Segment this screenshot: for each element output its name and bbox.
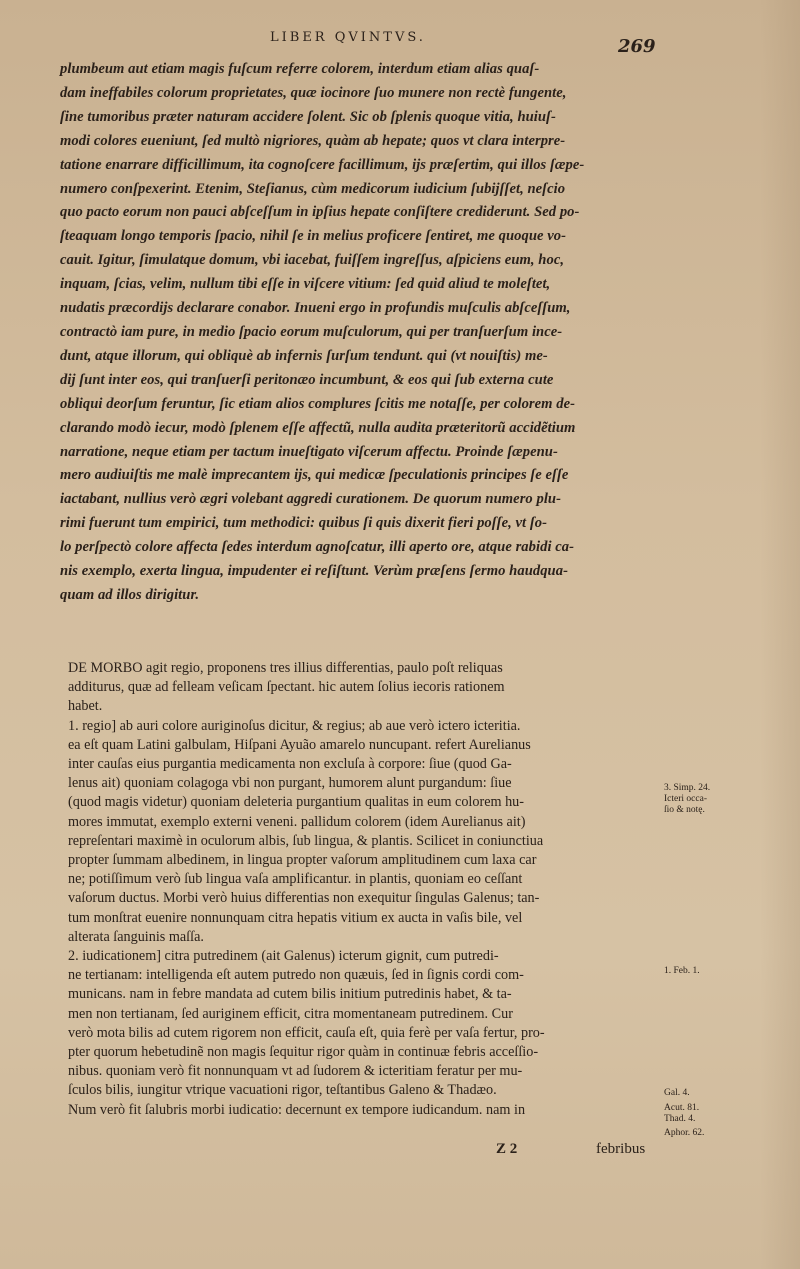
text-line: dam ineffabiles colorum proprietates, quæ iocinore ſuo munere non rectè fungente, (60, 84, 567, 101)
text-line: modi colores eueniunt, ſed multò nigriores, quàm ab hepate; quos vt clara interpre- (60, 132, 566, 149)
main-text-block (60, 58, 660, 608)
text-line: nudatis præcordijs declarare conabor. Inueni ergo in profundis muſculis abſceſſum, (60, 300, 571, 317)
text-line: dij ſunt inter eos, qui tranſuerſi peritonæo incumbunt, & eos qui ſub externa cute (60, 371, 554, 388)
text-line: habet. (68, 698, 103, 715)
margin-note (664, 966, 700, 977)
text-line: verò mota bilis ad cutem rigorem non efficit, cauſa eſt, quia ferè per vaſa fertur, pro- (68, 1024, 545, 1041)
text-line: plumbeum aut etiam magis fuſcum referre colorem, interdum etiam alias quaſ- (60, 61, 540, 77)
text-line: numero conſpexerint. Etenim, Steſianus, cùm medicorum iudicium ſubijſſet, neſcio (60, 180, 566, 197)
catchword: febribus (596, 1141, 646, 1157)
margin-note-line: 3. Simp. 24. (664, 783, 711, 793)
text-line: inter cauſas eius purgantia medicamenta non excluſa à corpore: ſiue (quod Ga- (68, 756, 512, 773)
text-line: ſteaquam longo temporis ſpacio, nihil ſe in melius proficere ſentiret, me quoque vo- (60, 228, 567, 245)
commentary-block (68, 659, 660, 1120)
margin-note (664, 783, 710, 816)
text-line: DE MORBO agit regio, proponens tres illius differentias, paulo poſt reliquas (68, 660, 503, 676)
text-line: quam ad illos dirigitur. (60, 586, 200, 603)
text-line: vaſorum ductus. Morbi verò huius differentias non exequitur ſingulas Galenus; tan- (68, 890, 540, 907)
signature-mark: Z 2 (496, 1141, 518, 1157)
text-line: men non tertianam, ſed auriginem efficit, citra momentaneam putredinem. Cur (68, 1005, 513, 1022)
text-line: ne tertianam: intelligenda eſt autem putredo non quæuis, ſed in ſignis cordi com- (68, 967, 524, 984)
text-line: mores immutat, exemplo externi veneni. pallidum colorem (idem Aurelianus ait) (68, 813, 526, 830)
text-line: lo perſpectò colore affecta ſedes interdum agnoſcatur, illi aperto ore, atque rabidi ca- (60, 539, 575, 556)
text-line: pter quorum hebetudinẽ non magis ſequitur rigor quàm in continuæ febris acceſſio- (68, 1044, 539, 1061)
catchword-line (496, 1141, 645, 1158)
margin-note (664, 1088, 690, 1099)
text-line: ſine tumoribus præter naturam accidere ſolent. Sic ob ſplenis quoque vitia, huiuſ- (60, 108, 556, 125)
text-line: alterata ſanguinis maſſa. (68, 928, 204, 945)
text-line: nibus. quoniam verò fit nonnunquam vt ad ſudorem & icteritiam feratur per mu- (68, 1063, 523, 1080)
running-header: LIBER QVINTVS. (270, 30, 426, 45)
text-line: ſculos bilis, iungitur vtrique vacuationi rigor, teſtantibus Galeno & Thadæo. (68, 1082, 497, 1099)
text-line: rimi fuerunt tum empirici, tum methodici: quibus ſi quis dixerit fieri poſſe, vt ſo- (60, 515, 548, 532)
text-line: 2. iudicationem] citra putredinem (ait Galenus) icterum gignit, cum putredi- (68, 948, 499, 965)
margin-note-line: ſio & notę. (664, 805, 705, 815)
text-line: obliqui deorſum feruntur, ſic etiam alios complures ſcitis me notaſſe, per colorem de- (60, 395, 576, 412)
margin-note (664, 1128, 704, 1139)
text-line: propter ſummam albedinem, in lingua propter vaſorum amplitudinem cum laxa car (68, 852, 537, 869)
margin-note-line: Aphor. 62. (664, 1128, 705, 1138)
margin-note-line: Icteri occa- (664, 794, 707, 804)
margin-note-line: Thad. 4. (664, 1114, 696, 1124)
text-line: Num verò fit ſalubris morbi iudicatio: decernunt ex tempore iudicandum. nam in (68, 1101, 526, 1118)
page-edge-shadow (760, 0, 800, 1269)
text-line: clarando modò iecur, modò ſplenem eſſe affectũ, nulla audita præteritorũ accidẽtium (60, 419, 576, 436)
text-line: mero audiuiſtis me malè imprecantem ijs, qui medicæ ſpeculationis principes ſe eſſe (60, 467, 569, 484)
margin-note (664, 1103, 699, 1125)
text-line: nis exemplo, exerta lingua, impudenter ei reſiſtunt. Verùm præſens ſermo haudqua- (60, 563, 568, 580)
text-line: lenus ait) quoniam colagoga vbi non purgant, humorem alunt purgandum: ſiue (68, 775, 512, 792)
text-line: dunt, atque illorum, qui obliquè ab infernis ſurſum tendunt. qui (vt nouiſtis) me- (60, 347, 548, 364)
text-line: ea eſt quam Latini galbulam, Hiſpani Ayuão amarelo nuncupant. refert Aurelianus (68, 736, 531, 753)
text-line: inquam, ſcias, velim, nullum tibi eſſe in viſcere vitium: ſed quid aliud te moleſtet, (60, 276, 551, 293)
text-line: repreſentari maximè in oculorum albis, ſub lingua, & plantis. Scilicet in coniunctiua (68, 832, 544, 849)
margin-note-line: Acut. 81. (664, 1103, 700, 1113)
text-line: narratione, neque etiam per tactum inueſtigato viſcerum affectu. Proinde ſæpenu- (60, 443, 558, 460)
margin-note-line: Gal. 4. (664, 1088, 690, 1098)
text-line: contractò iam pure, in medio ſpacio eorum muſculorum, qui per tranſuerſum ince- (60, 323, 563, 340)
margin-note-line: 1. Feb. 1. (664, 966, 700, 976)
text-line: tatione enarrare difficillimum, ita cognoſcere facillimum, ijs præſertim, qui illos ſæpe- (60, 156, 585, 173)
text-line: quo pacto eorum non pauci abſceſſum in ipſius hepate conſiſtere crediderunt. Sed po- (60, 204, 580, 221)
text-line: additurus, quæ ad felleam veſicam ſpectant. hic autem ſolius iecoris rationem (68, 679, 505, 696)
text-line: (quod magis videtur) quoniam deleteria purgantium qualitas in eum colorem hu- (68, 794, 524, 811)
text-line: cauit. Igitur, ſimulatque domum, vbi iacebat, fuiſſem ingreſſus, aſpiciens eum, hoc, (60, 252, 565, 269)
text-line: iactabant, nullius verò ægri volebant aggredi curationem. De quorum numero plu- (60, 491, 561, 508)
text-line: ne; potiſſimum verò ſub lingua vaſa amplificantur. in plantis, quoniam eo ceſſant (68, 871, 523, 888)
page-number: 269 (618, 36, 656, 57)
text-line: municans. nam in febre mandata ad cutem bilis initium putredinis habet, & ta- (68, 986, 512, 1003)
text-line: 1. regio] ab auri colore auriginoſus dicitur, & regius; ab aue verò ictero icteritia. (68, 717, 521, 734)
text-line: tum monſtrat euenire nonnunquam citra hepatis vitium ex aucta in vaſis bile, vel (68, 909, 523, 926)
